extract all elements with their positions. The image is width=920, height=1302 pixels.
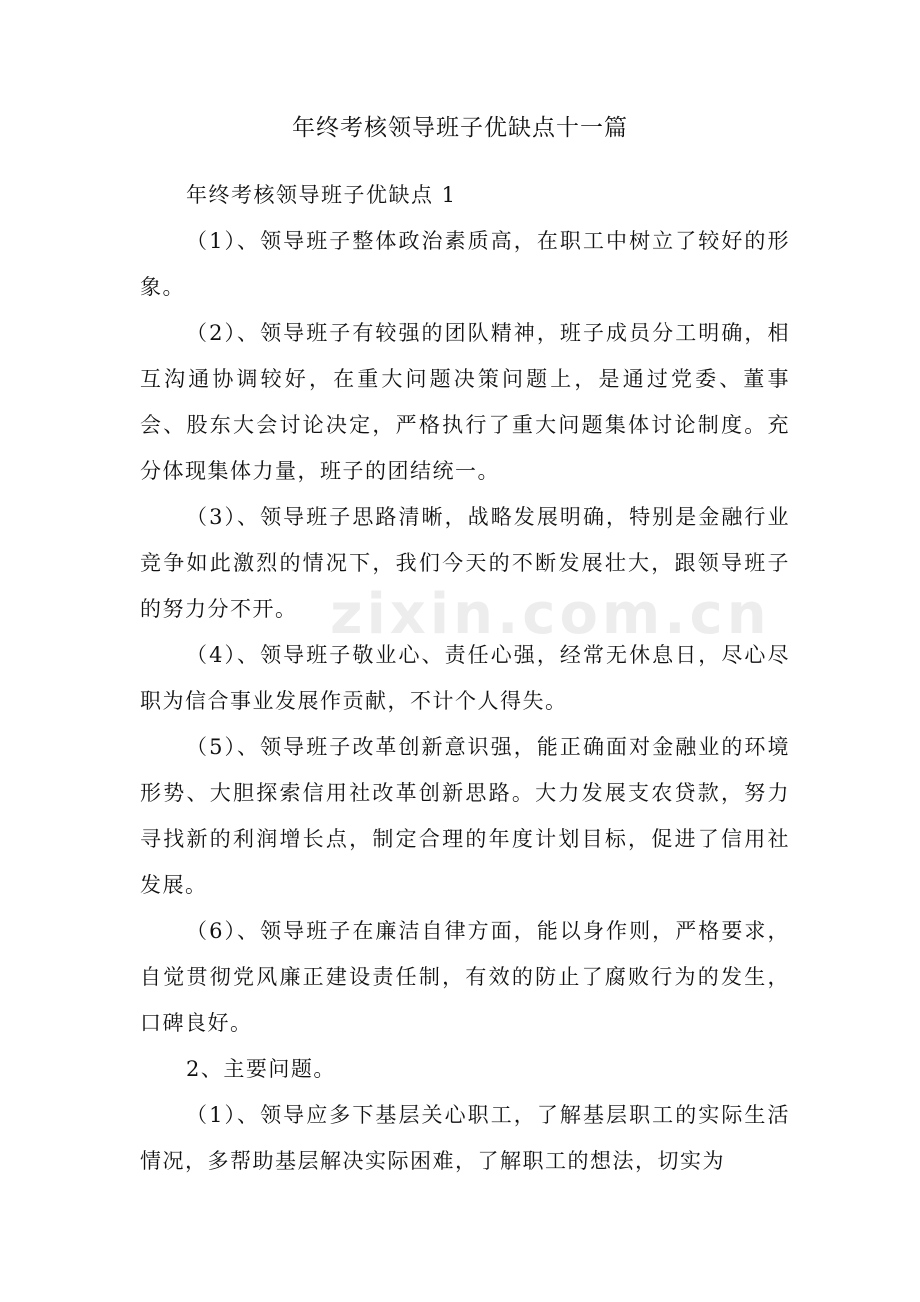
paragraph: （6）、领导班子在廉洁自律方面，能以身作则，严格要求，自觉贯彻党风廉正建设责任制，有效的防止了腐败行为的发生，口碑良好。 (140, 919, 790, 1035)
document-title: 年终考核领导班子优缺点十一篇 (292, 115, 628, 141)
paragraph: （1）、领导班子整体政治素质高，在职工中树立了较好的形象。 (140, 229, 790, 299)
document-body (140, 172, 790, 1184)
paragraph: （5）、领导班子改革创新意识强，能正确面对金融业的环境形势、大胆探索信用社改革创新思路。大力发展支农贷款，努力寻找新的利润增长点，制定合理的年度计划目标，促进了信用社发展。 (140, 735, 790, 897)
section-heading: 2、主要问题。 (186, 1057, 336, 1081)
watermark: zixin.com.cn (330, 582, 771, 647)
paragraph: （1）、领导应多下基层关心职工，了解基层职工的实际生活情况，多帮助基层解决实际困难，了解职工的想法，切实为 (140, 1103, 790, 1173)
paragraph: （4）、领导班子敬业心、责任心强，经常无休息日，尽心尽职为信合事业发展作贡献，不计个人得失。 (140, 643, 790, 713)
paragraph: （3）、领导班子思路清晰，战略发展明确，特别是金融行业竞争如此激烈的情况下，我们今天的不断发展壮大，跟领导班子的努力分不开。 (140, 505, 790, 621)
paragraph: （2）、领导班子有较强的团队精神，班子成员分工明确，相互沟通协调较好，在重大问题决策问题上，是通过党委、董事会、股东大会讨论决定，严格执行了重大问题集体讨论制度。充分体现集体力量，班子的团结统一。 (140, 321, 790, 483)
section-heading: 年终考核领导班子优缺点 1 (186, 183, 457, 207)
